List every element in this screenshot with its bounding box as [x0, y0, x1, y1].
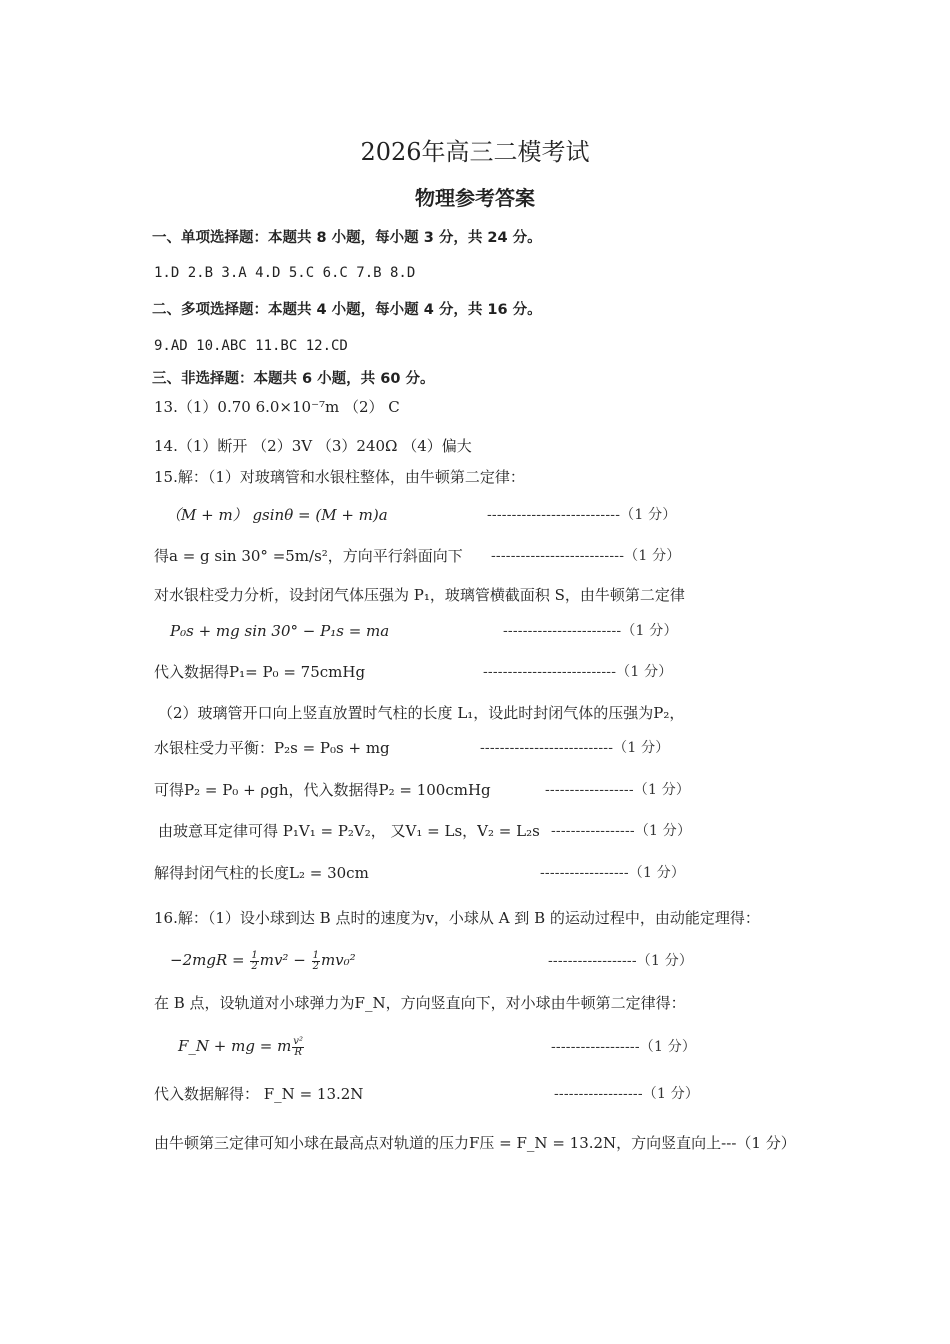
score-mark: ---------------------------（1 分） — [480, 740, 670, 756]
q15-line-9: 由玻意耳定律可得 P₁V₁ = P₂V₂， 又V₁ = Ls，V₂ = L₂s — [158, 822, 540, 840]
score-mark: ------------------（1 分） — [540, 865, 686, 881]
q14-answer: 14.（1）断开 （2）3V （3）240Ω （4）偏大 — [154, 437, 472, 455]
page-title: 2026年高三二模考试 — [360, 138, 590, 166]
page-subtitle: 物理参考答案 — [415, 186, 535, 210]
eq-left: −2mgR = — [170, 951, 245, 969]
fraction-half: $\frac{1}{2}$ — [312, 949, 319, 972]
q15-equation-4: P₀s + mg sin 30° − P₁s = ma — [170, 622, 390, 640]
score-mark: ------------------------（1 分） — [503, 623, 678, 639]
section1-answers: 1.D 2.B 3.A 4.D 5.C 6.C 7.B 8.D — [154, 265, 416, 281]
q15-intro: 15.解：（1）对玻璃管和水银柱整体，由牛顿第二定律： — [154, 468, 525, 486]
section2-answers: 9.AD 10.ABC 11.BC 12.CD — [154, 338, 348, 354]
q16-line-4: 代入数据解得： F_N = 13.2N — [154, 1085, 364, 1103]
score-mark: ------------------（1 分） — [545, 782, 691, 798]
score-mark: ------------------（1 分） — [551, 1039, 697, 1055]
q16-newton-equation: F_N + mg = m $\frac{\text{v²}}{R}$ — [178, 1035, 303, 1058]
q15-line-7: 水银柱受力平衡：P₂s = P₀s + mg — [154, 739, 390, 757]
q13-answer: 13.（1）0.70 6.0×10⁻⁷m （2） C — [154, 398, 400, 416]
score-mark: ------------------（1 分） — [554, 1086, 700, 1102]
q16-energy-equation — [170, 950, 356, 972]
q15-line-6: （2）玻璃管开口向上竖直放置时气柱的长度 L₁，设此时封闭气体的压强为P₂， — [158, 704, 685, 722]
q16-line-5: 由牛顿第三定律可知小球在最高点对轨道的压力F压 = F_N = 13.2N，方向竖直向上---（1 分） — [154, 1134, 796, 1152]
section1-heading: 一、单项选择题：本题共 8 小题，每小题 3 分，共 24 分。 — [152, 230, 542, 246]
q16-intro: 16.解：（1）设小球到达 B 点时的速度为v，小球从 A 到 B 的运动过程中，由动能定理得： — [154, 909, 760, 927]
eq-right: mv₀² — [320, 951, 356, 969]
section2-heading: 二、多项选择题：本题共 4 小题，每小题 4 分，共 16 分。 — [152, 302, 542, 318]
score-mark: ---------------------------（1 分） — [491, 548, 681, 564]
q16-line-2: 在 B 点，设轨道对小球弹力为F_N，方向竖直向下，对小球由牛顿第二定律得： — [154, 994, 686, 1012]
q15-line-8: 可得P₂ = P₀ + ρgh，代入数据得P₂ = 100cmHg — [154, 781, 491, 799]
fraction-half: $\frac{1}{2}$ — [251, 949, 258, 972]
q15-line-3: 对水银柱受力分析，设封闭气体压强为 P₁，玻璃管横截面积 S，由牛顿第二定律 — [154, 586, 685, 604]
q15-line-2: 得a = g sin 30° =5m/s²，方向平行斜面向下 — [154, 547, 463, 565]
score-mark: ---------------------------（1 分） — [483, 664, 673, 680]
score-mark: ---------------------------（1 分） — [487, 507, 677, 523]
eq-mid: mv² − — [259, 951, 306, 969]
q15-line-10: 解得封闭气柱的长度L₂ = 30cm — [154, 864, 369, 882]
section3-heading: 三、非选择题：本题共 6 小题，共 60 分。 — [152, 371, 435, 387]
fraction-v2-over-r: $\frac{\text{v²}}{R}$ — [293, 1035, 303, 1058]
q15-equation-1: （M + m） gsinθ = (M + m)a — [166, 506, 388, 524]
score-mark: -----------------（1 分） — [551, 823, 692, 839]
q15-line-5: 代入数据得P₁= P₀ = 75cmHg — [154, 663, 366, 681]
score-mark: ------------------（1 分） — [548, 953, 694, 969]
